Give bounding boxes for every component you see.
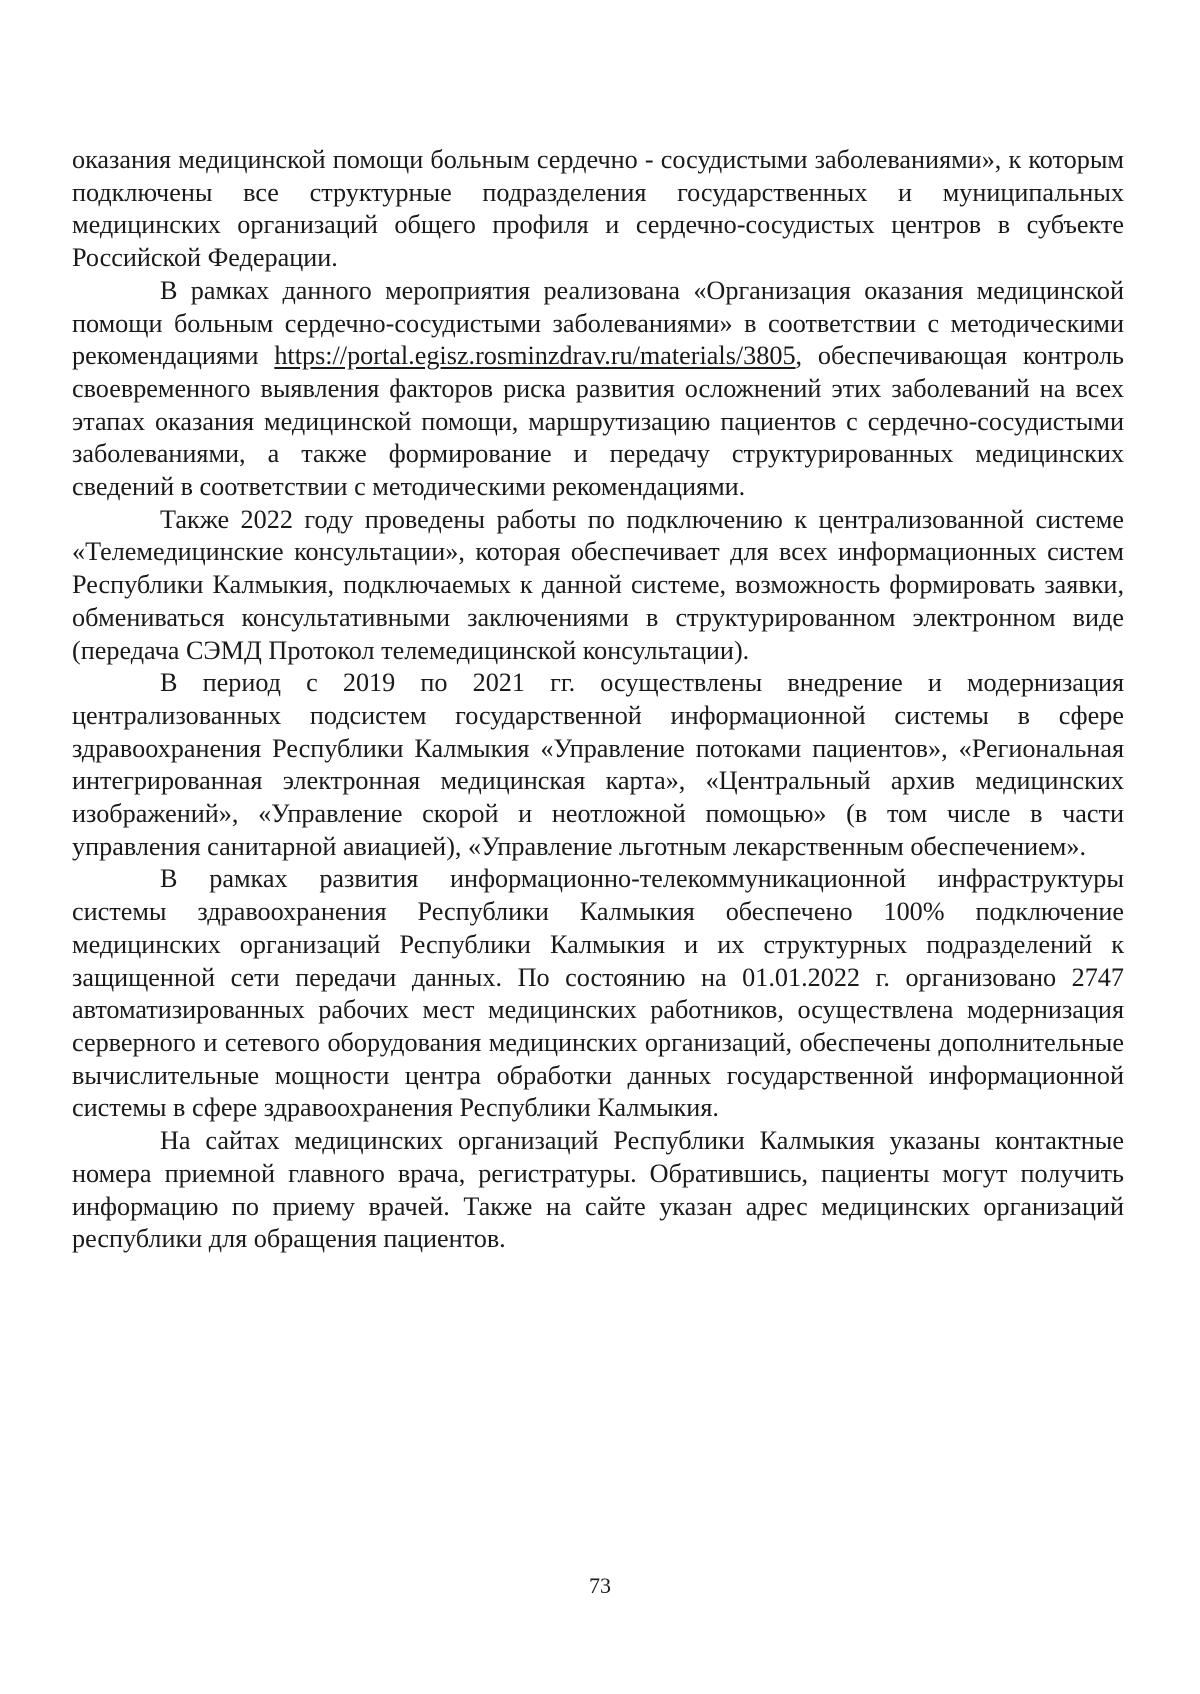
paragraph-infrastructure: В рамках развития информационно-телекоммуникационной инфраструктуры системы здравоохранения Республики Калмыкия обеспечено 100% подключение медицинских организаций Республики Калмыкия и их структурных подразделений к защищенной сети передачи данных. По состоянию на 01.01.2022 г. организовано 2747 автоматизированных рабочих мест медицинских работников, осуществлена модернизация серверного и сетевого оборудования медицинских организаций, обеспечены дополнительные вычислительные мощности центра обработки данных государственной информационной системы в сфере здравоохранения Республики Калмыкия. <box>72 864 1124 1123</box>
document-body <box>72 144 1124 1256</box>
paragraph-telemedicine: Также 2022 году проведены работы по подключению к централизованной системе «Телемедицинские консультации», которая обеспечивает для всех информационных систем Республики Калмыкия, подключаемых к данной системе, возможность формировать заявки, обмениваться консультативными заключениями в структурированном электронном виде (передача СЭМД Протокол телемедицинской консультации). <box>72 504 1124 665</box>
paragraph-text-after-link: , обеспечивающая контроль своевременного выявления факторов риска развития осложнений этих заболеваний на всех этапах оказания медицинской помощи, маршрутизацию пациентов с сердечно-сосудистыми заболеваниями, а также формирование и передачу структурированных медицинских сведений в соответствии с методическими рекомендациями. <box>72 341 1124 502</box>
paragraph-modernization: В период с 2019 по 2021 гг. осуществлены внедрение и модернизация централизованных подсистем государственной информационной системы в сфере здравоохранения Республики Калмыкия «Управление потоками пациентов», «Региональная интегрированная электронная медицинская карта», «Центральный архив медицинских изображений», «Управление скорой и неотложной помощью» (в том числе в части управления санитарной авиацией), «Управление льготным лекарственным обеспечением». <box>72 668 1124 861</box>
methodology-link[interactable]: https://portal.egisz.rosminzdrav.ru/materials/3805 <box>274 341 796 371</box>
page-number: 73 <box>589 1573 611 1598</box>
paragraph-cardio-organization <box>72 275 1124 504</box>
paragraph-websites: На сайтах медицинских организаций Республики Калмыкия указаны контактные номера приемной главного врача, регистратуры. Обратившись, пациенты могут получить информацию по приему врачей. Также на сайте указан адрес медицинских организаций республики для обращения пациентов. <box>72 1126 1124 1254</box>
paragraph-continuation: оказания медицинской помощи больным сердечно - сосудистыми заболеваниями», к которым подключены все структурные подразделения государственных и муниципальных медицинских организаций общего профиля и сердечно-сосудистых центров в субъекте Российской Федерации. <box>72 145 1124 273</box>
paragraph-text-before-link: В рамках данного мероприятия реализована «Организация оказания медицинской помощи больным сердечно-сосудистыми заболеваниями» в соответствии с методическими рекомендациями <box>72 275 1124 371</box>
